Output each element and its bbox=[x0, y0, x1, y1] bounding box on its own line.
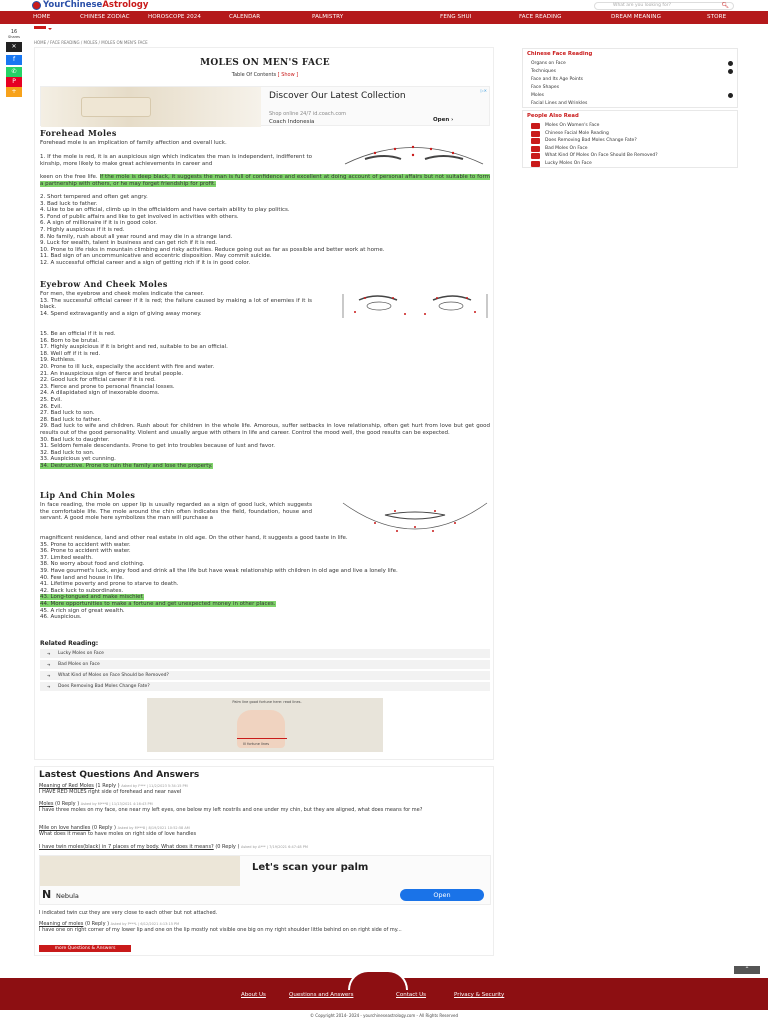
palm-ad-top-text: Palm line good fortune here: read lines. bbox=[232, 700, 302, 704]
footer-link-contact[interactable]: Contact Us bbox=[396, 992, 427, 998]
section-heading-eyebrow-cheek: Eyebrow And Cheek Moles bbox=[40, 279, 168, 289]
globe-icon bbox=[32, 1, 41, 10]
footer-link-privacy[interactable]: Privacy & Security bbox=[454, 992, 505, 998]
nav-feng-shui[interactable]: FENG SHUI bbox=[440, 14, 472, 20]
footer-link-qa[interactable]: Questions and Answers bbox=[289, 992, 354, 998]
copyright: © Copyright 2014- 2024 - yourchineseastrology.com - All Rights Reserved bbox=[310, 1013, 458, 1018]
paa-item[interactable]: Chinese Facial Mole Reading bbox=[531, 131, 609, 136]
footer bbox=[0, 978, 768, 1010]
search-icon[interactable]: 🔍︎ bbox=[721, 2, 729, 9]
qa-item: Mile on love handles (0 Reply ) Asked by M***8 | 8/19/2021 10:52:58 AM What does it mean to have moles on right side of love handles bbox=[39, 825, 489, 837]
qa-question-link[interactable]: Mile on love handles bbox=[39, 825, 91, 831]
forehead-intro: Forehead mole is an implication of family affection and overall luck. bbox=[40, 140, 227, 146]
lip-chin-list: magnificent residence, land and other real estate in old age. On the other hand, it suggests a good taste in life. 35. Prone to accident with water. 36. Prone to accident with water. 37. Limited wealth. 38. No worry about food and clothing. 39. Have gourmet's luck, enjoy food and drink all the life but have weak relationship with children in old age and live a lonely life. 40. Few land and house in life. 41. Lifetime poverty and prone to starve to death. 42. Back luck to subordinates. 43. Long-tongued and make mischief. 44. More opportunities to make a fortune and get unexpected money in other places. 45. A rich sign of great wealth. 46. Auspicious. bbox=[40, 535, 398, 621]
qa-question-link[interactable]: Meaning of Red Moles bbox=[39, 783, 94, 789]
expand-icon[interactable] bbox=[728, 61, 733, 66]
qa-title: Lastest Questions And Answers bbox=[39, 770, 200, 780]
nav-dream-meaning[interactable]: DREAM MEANING bbox=[611, 14, 661, 20]
share-count: 16 Shares bbox=[8, 29, 20, 39]
main-nav bbox=[0, 11, 768, 24]
article bbox=[34, 47, 494, 760]
related-reading-heading: Related Reading: bbox=[40, 640, 99, 647]
paa-item[interactable]: Lucky Moles On Face bbox=[531, 161, 592, 166]
eyebrow-intro: For men, the eyebrow and cheek moles indicate the career. 13. The successful official career if it is red; the failure caused by making a lot of enemies if it is black. 14. Spend extravagantly and a sign of giving away money. bbox=[40, 291, 312, 317]
nav-face-reading[interactable]: FACE READING bbox=[519, 14, 562, 20]
paa-item[interactable]: What Kind Of Moles On Face Should Be Removed? bbox=[531, 153, 658, 158]
sidebar-item-facial-lines[interactable]: Facial Lines and Wrinkles bbox=[531, 101, 588, 106]
palm-line bbox=[237, 738, 287, 739]
nav-home[interactable]: HOME bbox=[33, 14, 51, 20]
qa-question-body: I have three moles on my face, one near my left eyes, one below my left nostrils and one under my chin, but they are aligned, what does means for me? bbox=[39, 807, 423, 813]
paa-heading: People Also Read bbox=[527, 113, 579, 119]
pinterest-share-icon[interactable]: P bbox=[6, 77, 22, 87]
palm-scan-ad-image bbox=[40, 856, 240, 886]
ad-image bbox=[41, 87, 261, 127]
search-input[interactable] bbox=[594, 2, 734, 10]
section-heading-forehead: Forehead Moles bbox=[40, 128, 117, 138]
forehead-diagram bbox=[335, 139, 490, 169]
qa-item: I have twin moles(black) in 7 places of my body. What does it means? (0 Reply ) Asked by A*** | 7/19/2021 6:47:48 PM bbox=[39, 844, 308, 850]
qa-question-link[interactable]: Meaning of moles bbox=[39, 921, 84, 927]
qa-item: Meaning of Red Moles (1 Reply ) Asked by F*** | 11/2/2023 5:34:15 PM I HAVE RED MOLES right side of forehead and near navel bbox=[39, 783, 489, 795]
logo-text: YourChinese bbox=[43, 0, 103, 10]
footer-link-about[interactable]: About Us bbox=[241, 992, 266, 998]
expand-icon[interactable] bbox=[728, 93, 733, 98]
nav-chinese-zodiac[interactable]: CHINESE ZODIAC bbox=[80, 14, 130, 20]
ad-url: Shop online 24/7 id.coach.com bbox=[269, 111, 347, 117]
x-share-icon[interactable]: ✕ bbox=[6, 42, 22, 52]
ad-info-icon[interactable]: ▷✕ bbox=[480, 88, 487, 93]
related-link-4[interactable]: ➔ Does Removing Bad Moles Change Fate? bbox=[40, 682, 490, 691]
ad-headline: Discover Our Latest Collection bbox=[269, 91, 406, 101]
eyebrow-list: 15. Be an official if it is red. 16. Born to be brutal. 17. Highly auspicious if it is bright and red, suitable to be an official. 18. Well off if it is red. 19. Ruthless. 20. Prone to ill luck, especially the accident with fire and water. 21. An inauspicious sign of fierce and brutal people. 22. Good luck for official career if it is red. 23. Fierce and prone to personal financial losses. 24. A dilapidated sign of inexorable dooms. 25. Evil. 26. Evil. 27. Bad luck to son. 28. Bad luck to father. 29. Bad luck to wife and children. Rush about for children in the whole life. Amorous, suffer setbacks in love relationship, often get hurt from love but get good results out of the good personality. Violent and usually argue with others in life and career. Control the mood well, the good results can be expected. 30. Bad luck to daughter. 31. Seldom female descendants. Prone to get into troubles because of lust and favor. 32. Bad luck to son. 33. Auspicious yet cunning. 34. Destructive. Prone to ruin the family and lose the property. bbox=[40, 331, 490, 469]
paa-item[interactable]: Does Removing Bad Moles Change Fate? bbox=[531, 138, 637, 143]
footer-arch-decoration bbox=[348, 970, 408, 990]
sidebar-face-reading bbox=[522, 48, 738, 108]
nebula-logo-icon: N bbox=[42, 888, 52, 901]
sidebar-item-organs[interactable]: Organs on Face bbox=[531, 61, 566, 66]
related-link-3[interactable]: ➔ What Kind of Moles on Face Should be Removed? bbox=[40, 671, 490, 680]
sidebar-people-also-read bbox=[522, 110, 738, 168]
sidebar-item-age-points[interactable]: Face and Its Age Points bbox=[531, 77, 584, 82]
more-questions-button[interactable]: more Questions & Answers bbox=[39, 945, 131, 952]
palm-ad-bottom-text: Ill fortune lines bbox=[243, 742, 270, 746]
top-bar bbox=[0, 0, 768, 11]
sidebar-item-face-shapes[interactable]: Face Shapes bbox=[531, 85, 560, 90]
qa-item: Meaning of moles (0 Reply ) Asked by P***L | 6/12/2021 4:13:15 PM I have one on right corner of my lower lip and one on the lip mostly not visible one big on my right shoulder little behind on on right side of my... bbox=[39, 921, 489, 933]
qa-question-body: What does it mean to have moles on right side of love handles bbox=[39, 831, 197, 837]
forehead-item-1: keen on the free life. If the mole is deep black, it suggests the man is full of confidence and excellent at doing account of personal affairs but not suitable to form a partnership with others, or he may forget friendship for profit. bbox=[40, 174, 490, 187]
qa-question-body: I have one on right corner of my lower lip and one on the lip mostly not visible one big on my right shoulder little behind on on right side of my... bbox=[39, 927, 402, 933]
forehead-item-1a: 1. If the mole is red, it is an auspicious sign which indicates the man is independent, indifferent to kinship, more likely to make great achievements in career and bbox=[40, 154, 312, 167]
forehead-list: 2. Short tempered and often get angry. 3. Bad luck to father. 4. Like to be an official, climb up in the officialdom and have certain ability to play politics. 5. Fond of public affairs and like to get involved in activities with others. 6. A sign of millionaire if it is in good color. 7. Highly auspicious if it is red. 8. No family, rush about all year round and may die in a strange land. 9. Luck for wealth, talent in business and can get rich if it is red. 10. Prone to life risks in mountain climbing and risky activities. Reduce going out as far as possible and better work at home. 11. Bad sign of an uncommunicative and eccentric disposition. May commit suicide. 12. A successful official career and a sign of getting rich if it is in good color. bbox=[40, 194, 385, 266]
palm-scan-ad-open-button[interactable]: Open bbox=[400, 889, 484, 901]
lip-chin-intro: In face reading, the mole on upper lip is usually regarded as a sign of good luck, which suggests the comfortable life. The mole around the chin often indicates the field, foundation, house and servant. A good mole here symbolizes the man will purchase a bbox=[40, 502, 312, 522]
paa-item[interactable]: Bad Moles On Face bbox=[531, 146, 588, 151]
language-flag[interactable] bbox=[34, 26, 46, 32]
handbag-image bbox=[81, 97, 151, 117]
qa-question-link[interactable]: I have twin moles(black) in 7 places of my body. What does it means? bbox=[39, 844, 214, 850]
nav-palmistry[interactable]: PALMISTRY bbox=[312, 14, 344, 20]
paa-item[interactable]: Moles On Women's Face bbox=[531, 123, 599, 128]
section-heading-lip-chin: Lip And Chin Moles bbox=[40, 490, 136, 500]
related-link-1[interactable]: ➔ Lucky Moles on Face bbox=[40, 649, 490, 658]
whatsapp-share-icon[interactable]: ✆ bbox=[6, 67, 22, 77]
sidebar-heading: Chinese Face Reading bbox=[527, 51, 593, 57]
page-title: MOLES ON MEN'S FACE bbox=[200, 58, 330, 68]
ad-banner[interactable] bbox=[40, 86, 490, 126]
site-logo[interactable] bbox=[32, 0, 148, 10]
nav-horoscope[interactable]: HOROSCOPE 2024 bbox=[148, 14, 202, 20]
qa-section bbox=[34, 766, 494, 956]
nav-calendar[interactable]: CALENDAR bbox=[229, 14, 261, 20]
sidebar-item-techniques[interactable]: Techniques bbox=[531, 69, 557, 74]
qa-item: Moles (0 Reply ) Asked by M***8 | 11/13/2021 4:16:43 PM I have three moles on my face, one near my left eyes, one below my left nostrils and one under my chin, but they are aligned, what does means for me? bbox=[39, 801, 489, 813]
more-share-icon[interactable]: + bbox=[6, 87, 22, 97]
table-of-contents: Table Of Contents [ Show ] bbox=[231, 72, 299, 78]
collapse-icon[interactable]: ⌃ bbox=[734, 966, 760, 974]
logo-accent: Astrology bbox=[102, 0, 149, 10]
qa-question-link[interactable]: Moles bbox=[39, 801, 54, 807]
ad-brand: Coach Indonesia bbox=[269, 119, 315, 125]
sidebar-item-moles[interactable]: Moles bbox=[531, 93, 544, 98]
toc-toggle[interactable]: [ Show ] bbox=[277, 72, 299, 78]
breadcrumb[interactable]: HOME / FACE READING / MOLES / MOLES ON MEN'S FACE bbox=[34, 40, 148, 45]
ad-open-button[interactable]: Open › bbox=[433, 117, 454, 123]
qa-question-body: I HAVE RED MOLES right side of forehead and near navel bbox=[39, 789, 182, 795]
eyebrow-cheek-diagram bbox=[335, 290, 495, 320]
facebook-share-icon[interactable]: f bbox=[6, 55, 22, 65]
palm-ad[interactable] bbox=[147, 698, 383, 752]
qa-question-body: I indicated twin cuz they are very close to each other but not attached. bbox=[39, 910, 218, 916]
palm-scan-ad-brand: Nebula bbox=[56, 892, 79, 900]
palm-scan-ad-headline: Let's scan your palm bbox=[252, 862, 369, 873]
palm-scan-ad[interactable] bbox=[39, 855, 491, 905]
nav-store[interactable]: STORE bbox=[707, 14, 727, 20]
expand-icon[interactable] bbox=[728, 69, 733, 74]
related-link-2[interactable]: ➔ Bad Moles on Face bbox=[40, 660, 490, 669]
search-placeholder: What are you looking for? bbox=[613, 3, 671, 8]
